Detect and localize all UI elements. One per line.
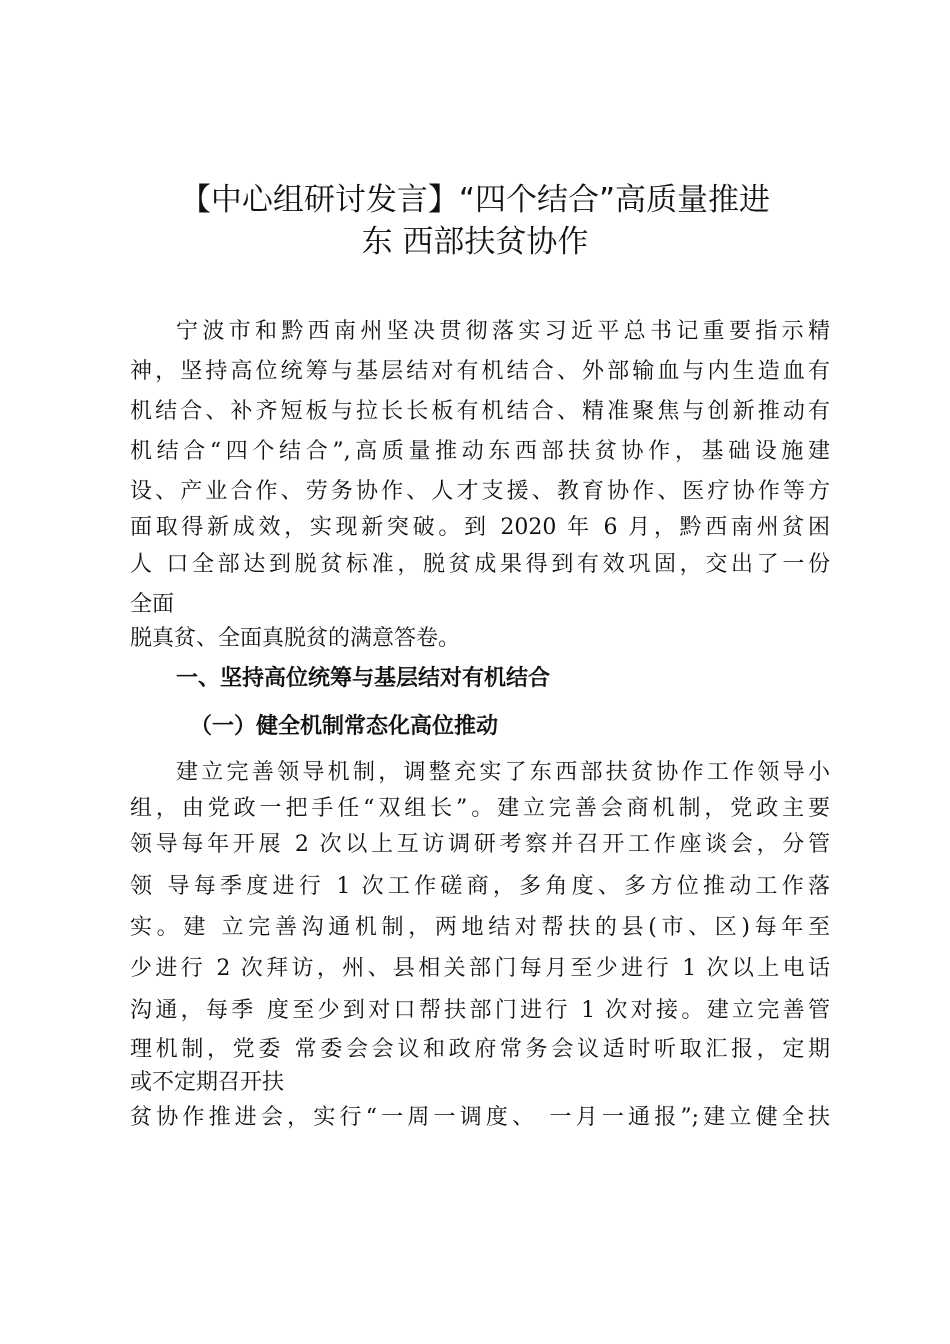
paragraph-line: 脱真贫、全面真脱贫的满意答卷。 xyxy=(130,626,461,651)
section-heading: 一、坚持高位统筹与基层结对有机结合 xyxy=(176,666,551,691)
paragraph-line: 领导每年开展 2 次以上互访调研考察并召开工作座谈会，分管 xyxy=(130,832,830,857)
paragraph-line: 全面 xyxy=(130,592,175,617)
paragraph-line: 人 口全部达到脱贫标准，脱贫成果得到有效巩固，交出了一份 xyxy=(130,552,830,577)
paragraph-line: 实。建 立完善沟通机制，两地结对帮扶的县(市、区)每年至 xyxy=(130,915,830,940)
paragraph-line: 理机制，党委 常委会会议和政府常务会议适时听取汇报，定期 xyxy=(130,1037,830,1062)
paragraph-line: 贫协作推进会，实行“一周一调度、 一月一通报”;建立健全扶 xyxy=(130,1105,830,1130)
paragraph-line: 建立完善领导机制，调整充实了东西部扶贫协作工作领导小 xyxy=(176,760,830,785)
document-title-line-1: 【中心组研讨发言】“四个结合”高质量推进 xyxy=(179,182,771,218)
paragraph-line: 或不定期召开扶 xyxy=(130,1070,285,1095)
subsection-heading: （一）健全机制常态化高位推动 xyxy=(190,713,499,739)
paragraph-line: 神，坚持高位统筹与基层结对有机结合、外部输血与内生造血有 xyxy=(130,359,830,384)
paragraph-line: 设、产业合作、劳务协作、人才支援、教育协作、医疗协作等方 xyxy=(130,479,830,504)
paragraph-line: 机结合、补齐短板与拉长长板有机结合、精准聚焦与创新推动有 xyxy=(130,399,830,424)
paragraph-line: 机结合“四个结合”,高质量推动东西部扶贫协作，基础设施建 xyxy=(130,439,830,464)
paragraph-line: 面取得新成效，实现新突破。到 2020 年 6 月，黔西南州贫困 xyxy=(130,515,830,540)
paragraph-line: 沟通，每季 度至少到对口帮扶部门进行 1 次对接。建立完善管 xyxy=(130,998,830,1023)
document-title-line-2: 东 西部扶贫协作 xyxy=(361,224,589,260)
paragraph-line: 组，由党政一把手任“双组长”。建立完善会商机制，党政主要 xyxy=(130,796,830,821)
paragraph-line: 少进行 2 次拜访，州、县相关部门每月至少进行 1 次以上电话 xyxy=(130,956,830,981)
paragraph-line: 领 导每季度进行 1 次工作磋商，多角度、多方位推动工作落 xyxy=(130,874,830,899)
paragraph-line: 宁波市和黔西南州坚决贯彻落实习近平总书记重要指示精 xyxy=(176,319,830,344)
